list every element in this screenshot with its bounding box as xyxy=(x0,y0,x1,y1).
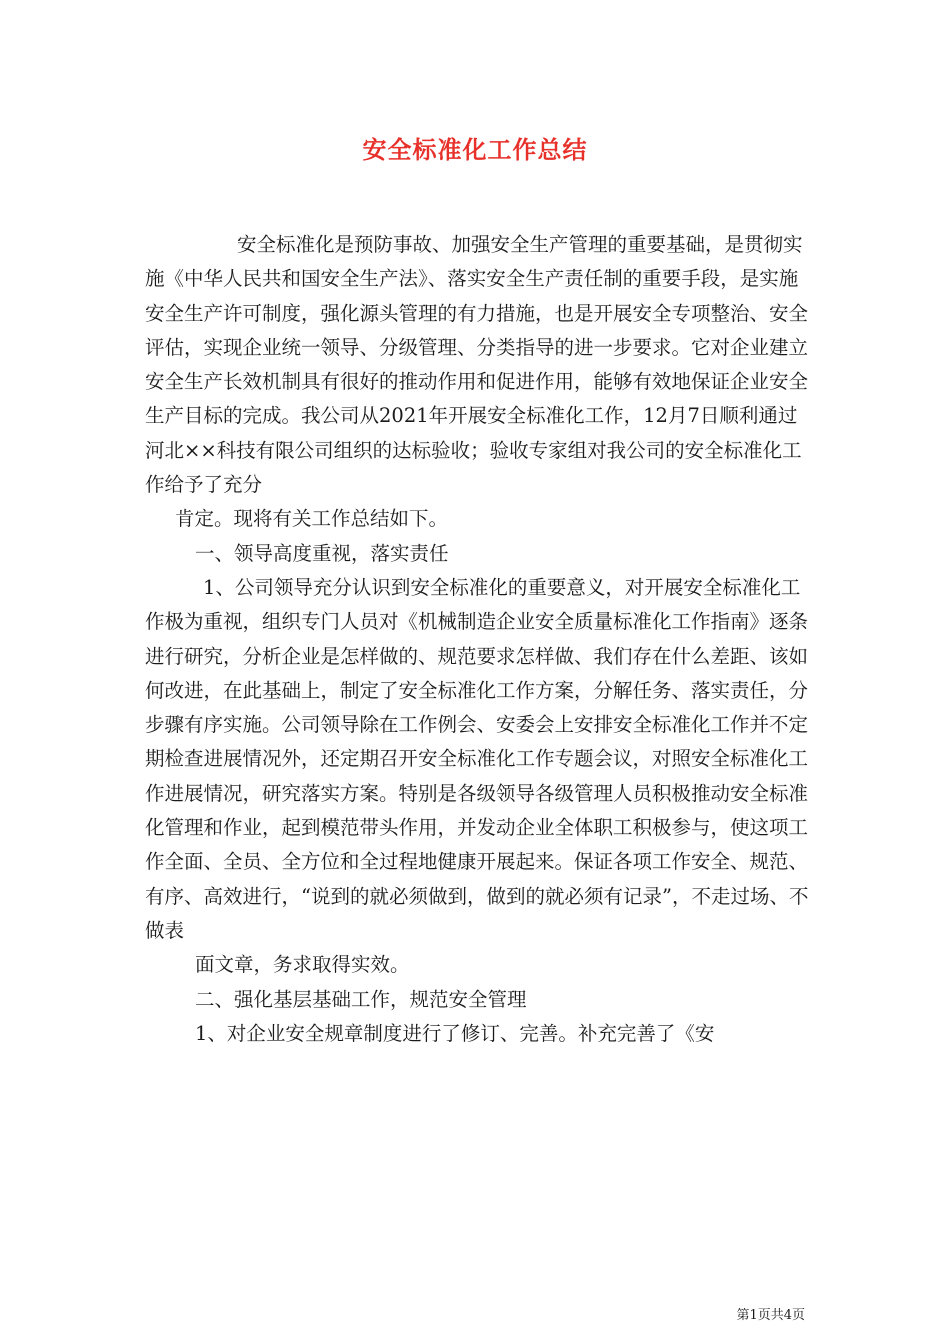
section-heading-1: 一、领导高度重视，落实责任 xyxy=(195,541,449,565)
paragraph-section-1-closing: 面文章，务求取得实效。 xyxy=(195,953,410,977)
page-number: 第1页共4页 xyxy=(736,1308,805,1323)
section-heading-2: 二、强化基层基础工作，规范安全管理 xyxy=(195,987,527,1011)
paragraph-section-1-item-1: 1、公司领导充分认识到安全标准化的重要意义，对开展安全标准化工作极为重视，组织专门人员对《机械制造企业安全质量标准化工作指南》逐条进行研究，分析企业是怎样做的、规范要求怎样做、我们存在什么差距、该如何改进，在此基础上，制定了安全标准化工作方案，分解任务、落实责任，分步骤有序实施。公司领导除在工作例会、安委会上安排安全标准化工作并不定期检查进展情况外，还定期召开安全标准化工作专题会议，对照安全标准化工作进展情况，研究落实方案。特别是各级领导各级管理人员积极推动安全标准化管理和作业，起到模范带头作用，并发动企业全体职工积极参与，使这项工作全面、全员、全方位和全过程地健康开展起来。保证各项工作安全、规范、有序、高效进行，“说到的就必须做到，做到的就必须有记录”，不走过场、不做表 xyxy=(145,575,809,942)
paragraph-conclusion-lead: 肯定。现将有关工作总结如下。 xyxy=(175,507,449,531)
document-body xyxy=(145,228,810,1051)
paragraph-intro: 安全标准化是预防事故、加强安全生产管理的重要基础，是贯彻实施《中华人民共和国安全生产法》、落实安全生产责任制的重要手段，是实施安全生产许可制度，强化源头管理的有力措施，也是开展安全专项整治、安全评估，实现企业统一领导、分级管理、分类指导的进一步要求。它对企业建立安全生产长效机制具有很好的推动作用和促进作用，能够有效地保证企业安全生产目标的完成。我公司从2021年开展安全标准化工作，12月7日顺利通过河北××科技有限公司组织的达标验收；验收专家组对我公司的安全标准化工作给予了充分 xyxy=(145,233,809,497)
paragraph-section-2-item-1: 1、对企业安全规章制度进行了修订、完善。补充完善了《安 xyxy=(195,1021,715,1045)
page-title: 安全标准化工作总结 xyxy=(362,135,588,164)
